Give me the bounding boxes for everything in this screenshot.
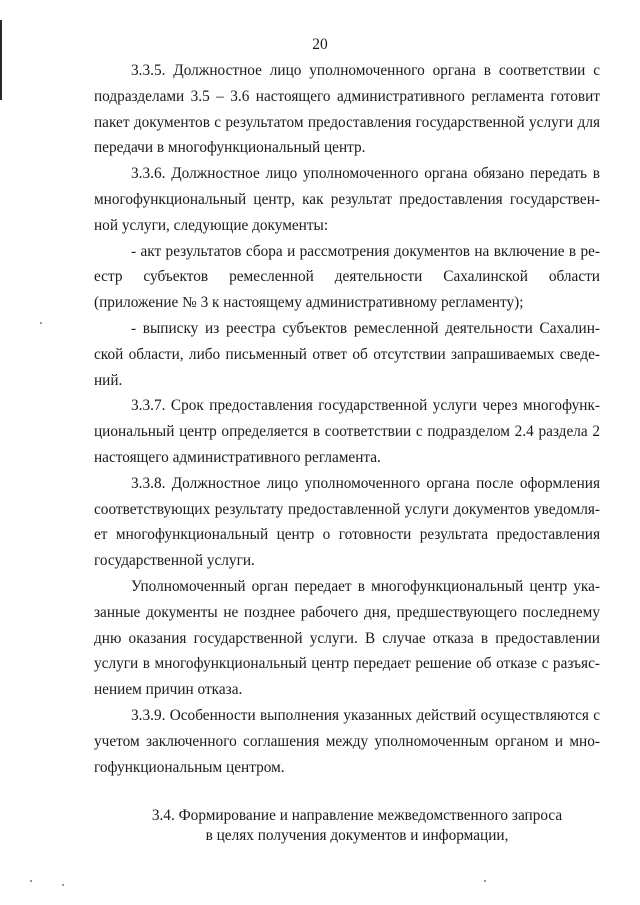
paragraph-3-3-9: 3.3.9. Особенности выполнения указанных действий осуществляются с учетом заключенного соглашения между уполномоченным органом и многофункциональным центром. bbox=[94, 706, 600, 776]
list-item-extract: - выписку из реестра субъектов ремесленной деятельности Сахалинской области, либо письменный ответ об отсутствии запрашиваемых сведений. bbox=[94, 319, 600, 389]
scan-speck bbox=[40, 322, 42, 324]
paragraph-3-3-5: 3.3.5. Должностное лицо уполномоченного органа в соответствии с подразделами 3.5 – 3.6 настоящего административного регламента готовит пакет документов с результатом предоставления государственной услуги для передачи в многофункциональный центр. bbox=[94, 62, 600, 157]
paragraph-3-3-7: 3.3.7. Срок предоставления государственной услуги через многофункциональный центр определяется в соответствии с подразделом 2.4 раздела 2 настоящего административного регламента. bbox=[94, 397, 600, 466]
page-number: 20 bbox=[312, 36, 328, 53]
section-heading-line-2: в целях получения документов и информации, bbox=[205, 827, 509, 845]
scan-left-edge bbox=[0, 20, 2, 100]
scan-speck bbox=[30, 880, 32, 882]
scan-speck bbox=[62, 884, 64, 886]
paragraph-authorized-body: Уполномоченный орган передает в многофункциональный центр указанные документы не позднее рабочего дня, предшествующего последнему дню оказания государственной услуги. В случае отказа в предоставлении услуги в многофункциональный центр передает решение об отказе с разъяснением причин отказа. bbox=[94, 577, 600, 699]
paragraph-3-3-6: 3.3.6. Должностное лицо уполномоченного органа обязано передать в многофункциональный центр, как результат предоставления государственной услуги, следующие документы: bbox=[94, 165, 600, 234]
section-heading-line-1: 3.4. Формирование и направление межведомственного запроса bbox=[151, 807, 563, 825]
document-body bbox=[94, 58, 600, 846]
list-item-act: - акт результатов сбора и рассмотрения документов на включение в реестр субъектов ремесленной деятельности Сахалинской области (приложение № 3 к настоящему административному регламенту); bbox=[94, 242, 600, 312]
paragraph-3-3-8: 3.3.8. Должностное лицо уполномоченного органа после оформления соответствующих результату предоставленной услуги документов уведомляет многофункциональный центр о готовности результата предоставления государственной услуги. bbox=[94, 474, 600, 570]
scan-speck bbox=[484, 880, 486, 882]
section-heading-3-4 bbox=[94, 806, 600, 846]
